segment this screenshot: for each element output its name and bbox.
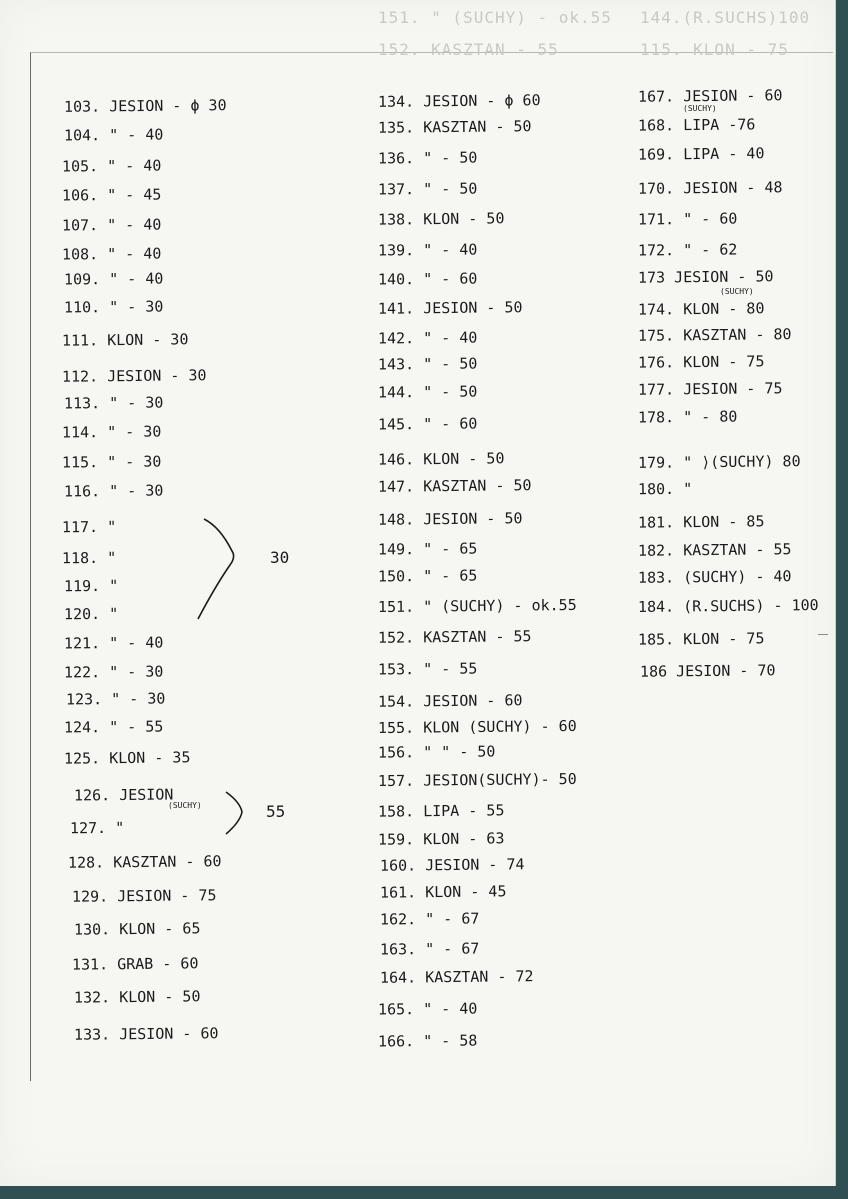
- tree-entry-col2-27: 160. JESION - 74: [379, 855, 525, 875]
- tree-entry-col3-8: 174. KLON - 80: [637, 299, 765, 319]
- tree-entry-col1-4: 106. " - 45: [61, 185, 162, 205]
- tree-entry-col1-13: 115. " - 30: [61, 452, 162, 472]
- tree-entry-col3-15: 181. KLON - 85: [637, 512, 765, 532]
- tree-entry-col2-17: 150. " - 65: [377, 566, 478, 586]
- tree-entry-col2-32: 165. " - 40: [377, 999, 478, 1019]
- group-value-126-127: 55: [266, 802, 286, 821]
- tree-entry-col1-9: 111. KLON - 30: [61, 330, 189, 350]
- tree-entry-col3-14: 180. ": [637, 479, 693, 499]
- tree-entry-col3-10: 176. KLON - 75: [637, 352, 765, 372]
- tree-entry-col2-28: 161. KLON - 45: [379, 882, 507, 902]
- margin-mark: [818, 634, 828, 635]
- tree-entry-col2-30: 163. " - 67: [379, 939, 480, 959]
- tree-entry-col3-3: 169. LIPA - 40: [637, 144, 765, 164]
- tree-entry-col2-13: 146. KLON - 50: [377, 449, 505, 469]
- tree-entry-col2-3: 136. " - 50: [377, 148, 478, 168]
- tree-entry-col2-29: 162. " - 67: [379, 909, 480, 929]
- tree-entry-col3-5: 171. " - 60: [637, 209, 738, 229]
- grouping-brace-117-120: [192, 515, 242, 625]
- tree-entry-col2-15: 148. JESION - 50: [377, 509, 523, 529]
- tree-entry-col3-13: 179. " ⟩(SUCHY) 80: [637, 452, 801, 472]
- tree-entry-col1-20: 122. " - 30: [63, 662, 164, 682]
- tree-entry-col1-19: 121. " - 40: [63, 633, 164, 653]
- group-value-117-120: 30: [270, 548, 290, 567]
- tree-entry-col2-25: 158. LIPA - 55: [377, 801, 505, 821]
- tree-entry-col1-21: 123. " - 30: [65, 689, 166, 709]
- tree-entry-col1-24: 126. JESION: [73, 785, 174, 805]
- tree-entry-col2-26: 159. KLON - 63: [377, 829, 505, 849]
- tree-entry-col2-2: 135. KASZTAN - 50: [377, 117, 532, 137]
- tree-entry-col1-3: 105. " - 40: [61, 156, 162, 176]
- tree-entry-col2-33: 166. " - 58: [377, 1031, 478, 1051]
- bleed-through-text-4: 115. KLON - 75: [640, 40, 789, 59]
- tree-entry-col2-1: 134. JESION - ϕ 60: [377, 91, 541, 111]
- tree-entry-col1-14: 116. " - 30: [63, 481, 164, 501]
- tree-entry-col1-17: 119. ": [63, 576, 119, 596]
- tree-entry-col1-1: 103. JESION - ϕ 30: [63, 96, 227, 116]
- tree-entry-col3-16: 182. KASZTAN - 55: [637, 540, 792, 560]
- tree-entry-col2-8: 141. JESION - 50: [377, 298, 523, 318]
- tree-entry-col2-18: 151. " (SUCHY) - ok.55: [377, 595, 577, 617]
- tree-entry-col3-7: 173 JESION - 50: [637, 267, 774, 287]
- tree-entry-col3-2: 168. LIPA -76: [637, 115, 756, 135]
- tree-entry-col2-10: 143. " - 50: [377, 354, 478, 374]
- tree-entry-col1-8: 110. " - 30: [63, 297, 164, 317]
- tree-entry-col2-20: 153. " - 55: [377, 659, 478, 679]
- tree-entry-col1-12: 114. " - 30: [61, 422, 162, 442]
- tree-entry-col1-2: 104. " - 40: [63, 125, 164, 145]
- tree-entry-col1-30: 132. KLON - 50: [73, 987, 201, 1007]
- tree-entry-col1-31: 133. JESION - 60: [73, 1024, 219, 1044]
- tree-entry-col2-5: 138. KLON - 50: [377, 209, 505, 229]
- tree-entry-col3-9: 175. KASZTAN - 80: [637, 325, 792, 345]
- suchy-note-167: (SUCHY): [683, 104, 717, 113]
- tree-entry-col3-19: 185. KLON - 75: [637, 629, 765, 649]
- tree-entry-col1-26: 128. KASZTAN - 60: [67, 852, 222, 872]
- tree-entry-col3-11: 177. JESION - 75: [637, 379, 783, 399]
- tree-entry-col2-11: 144. " - 50: [377, 382, 478, 402]
- tree-entry-col1-5: 107. " - 40: [61, 215, 162, 235]
- bleed-through-text-2: 152. KASZTAN - 55: [378, 40, 559, 59]
- tree-entry-col1-6: 108. " - 40: [61, 244, 162, 264]
- tree-entry-col2-12: 145. " - 60: [377, 414, 478, 434]
- tree-entry-col1-25: 127. ": [69, 818, 125, 838]
- bleed-through-text-1: 151. " (SUCHY) - ok.55: [378, 8, 612, 27]
- tree-entry-col2-4: 137. " - 50: [377, 179, 478, 199]
- tree-entry-col2-16: 149. " - 65: [377, 539, 478, 559]
- tree-entry-col2-24: 157. JESION(SUCHY)- 50: [377, 769, 577, 791]
- tree-entry-col1-11: 113. " - 30: [63, 393, 164, 413]
- tree-entry-col2-6: 139. " - 40: [377, 240, 478, 260]
- tree-entry-col2-14: 147. KASZTAN - 50: [377, 476, 532, 496]
- tree-entry-col2-9: 142. " - 40: [377, 328, 478, 348]
- tree-entry-col3-6: 172. " - 62: [637, 240, 738, 260]
- bleed-through-text-3: 144.(R.SUCHS)100: [640, 8, 811, 27]
- tree-entry-col3-4: 170. JESION - 48: [637, 178, 783, 198]
- tree-entry-col3-1: 167. JESION - 60: [637, 86, 783, 106]
- tree-entry-col1-18: 120. ": [63, 604, 119, 624]
- tree-entry-col1-22: 124. " - 55: [63, 717, 164, 737]
- tree-entry-col1-29: 131. GRAB - 60: [71, 954, 199, 974]
- tree-entry-col2-19: 152. KASZTAN - 55: [377, 627, 532, 647]
- tree-entry-col3-20: 186 JESION - 70: [639, 661, 776, 681]
- tree-entry-col1-27: 129. JESION - 75: [71, 886, 217, 906]
- tree-entry-col2-31: 164. KASZTAN - 72: [379, 967, 534, 987]
- suchy-note-126: (SUCHY): [168, 801, 202, 810]
- tree-entry-col2-7: 140. " - 60: [377, 269, 478, 289]
- tree-entry-col2-23: 156. " " - 50: [377, 742, 496, 762]
- tree-entry-col1-23: 125. KLON - 35: [63, 748, 191, 768]
- tree-entry-col1-15: 117. ": [61, 517, 117, 537]
- tree-entry-col2-22: 155. KLON (SUCHY) - 60: [377, 716, 577, 738]
- tree-entry-col3-17: 183. (SUCHY) - 40: [637, 567, 792, 587]
- tree-entry-col1-28: 130. KLON - 65: [73, 919, 201, 939]
- grouping-brace-126-127: [222, 788, 252, 838]
- tree-entry-col1-7: 109. " - 40: [63, 269, 164, 289]
- tree-entry-col3-12: 178. " - 80: [637, 407, 738, 427]
- tree-entry-col2-21: 154. JESION - 60: [377, 691, 523, 711]
- tree-entry-col3-18: 184. (R.SUCHS) - 100: [637, 596, 819, 616]
- suchy-note-173: (SUCHY): [720, 287, 754, 296]
- tree-entry-col1-16: 118. ": [61, 548, 117, 568]
- tree-entry-col1-10: 112. JESION - 30: [61, 366, 207, 386]
